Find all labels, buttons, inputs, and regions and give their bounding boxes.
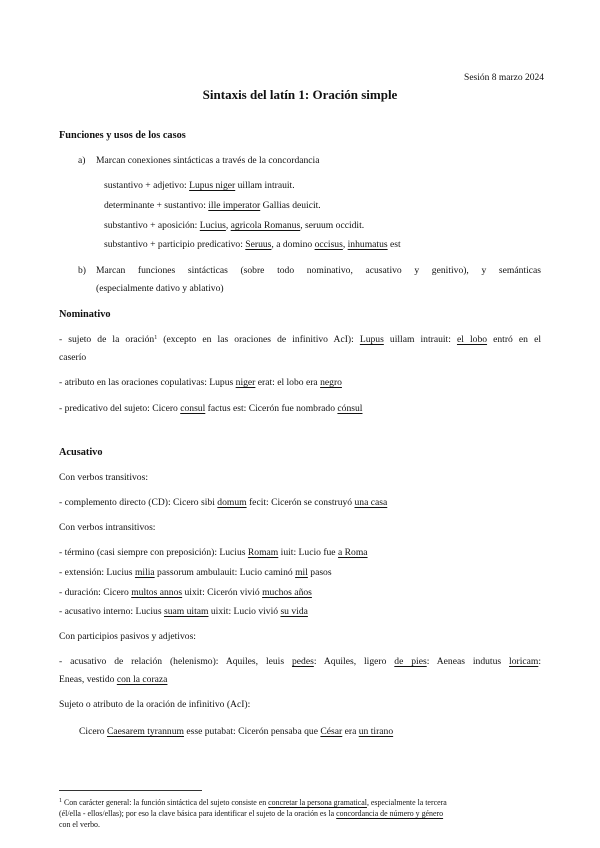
footnote-rule — [59, 790, 202, 791]
example-line: sustantivo + adjetivo: Lupus niger uillam intrauit. — [104, 180, 295, 191]
acusativo-participios-label: Con participios pasivos y adjetivos: — [59, 631, 196, 642]
section-heading-funciones: Funciones y usos de los casos — [59, 130, 186, 141]
acusativo-relacion-cont: Eneas, vestido con la coraza — [59, 674, 168, 685]
example-line: substantivo + aposición: Lucius, agricola Romanus, seruum occidit. — [104, 220, 365, 231]
acusativo-transitivos-label: Con verbos transitivos: — [59, 472, 149, 483]
footnote-line: $^1$ Con carácter general: la función sintáctica del sujeto consiste en concretar la persona gramatical, especialmente la tercera — [59, 798, 447, 807]
section-heading-acusativo: Acusativo — [59, 447, 103, 458]
nominativo-predicativo: - predicativo del sujeto: Cicero consul factus est: Cicerón fue nombrado cónsul — [59, 403, 363, 414]
acusativo-extension: - extensión: Lucius milia passorum ambulauit: Lucio caminó mil pasos — [59, 567, 332, 578]
item-b-marker: b) — [78, 265, 86, 276]
nominativo-atributo: - atributo en las oraciones copulativas: Lupus niger erat: el lobo era negro — [59, 377, 342, 388]
footnote-line: (él/ella - ellos/ellas); por eso la clave básica para identificar el sujeto de la oración es la concordancia de número y género — [59, 809, 444, 818]
page-title: Sintaxis del latín 1: Oración simple — [202, 87, 398, 102]
acusativo-termino: - término (casi siempre con preposición): Lucius Romam iuit: Lucio fue a Roma — [59, 547, 368, 558]
nominativo-sujeto: - sujeto de la oración$^1$ (excepto en las oraciones de infinitivo AcI): Lupus uillam intrauit: el lobo entró en el — [59, 334, 541, 345]
acusativo-interno: - acusativo interno: Lucius suam uitam uixit: Lucio vivió su vida — [59, 606, 308, 617]
example-line: substantivo + participio predicativo: Seruus, a domino occisus, inhumatus est — [104, 239, 401, 250]
item-b-text-cont: (especialmente dativo y ablativo) — [96, 283, 224, 294]
acusativo-relacion: - acusativo de relación (helenismo): Aquiles, leuis pedes: Aquiles, ligero de pies: Aeneas indutus loricam: — [59, 656, 542, 667]
acusativo-intransitivos-label: Con verbos intransitivos: — [59, 522, 156, 533]
acusativo-aci-label: Sujeto o atributo de la oración de infinitivo (AcI): — [59, 699, 251, 710]
nominativo-sujeto-cont: caserío — [59, 352, 87, 363]
acusativo-aci-example: Cicero Caesarem tyrannum esse putabat: Cicerón pensaba que César era un tirano — [79, 726, 394, 737]
acusativo-duracion: - duración: Cicero multos annos uixit: Cicerón vivió muchos años — [59, 587, 312, 598]
item-a-text: Marcan conexiones sintácticas a través de la concordancia — [96, 155, 320, 166]
session-date: Sesión 8 marzo 2024 — [464, 73, 544, 83]
example-line: determinante + sustantivo: ille imperator Gallias deuicit. — [104, 200, 321, 211]
acusativo-cd: - complemento directo (CD): Cicero sibi domum fecit: Cicerón se construyó una casa — [59, 497, 388, 508]
section-heading-nominativo: Nominativo — [59, 309, 111, 320]
item-a-marker: a) — [78, 155, 86, 166]
item-b-text: Marcan funciones sintácticas (sobre todo nominativo, acusativo y genitivo), y semánticas — [96, 265, 541, 276]
footnote-line: con el verbo. — [59, 820, 100, 829]
